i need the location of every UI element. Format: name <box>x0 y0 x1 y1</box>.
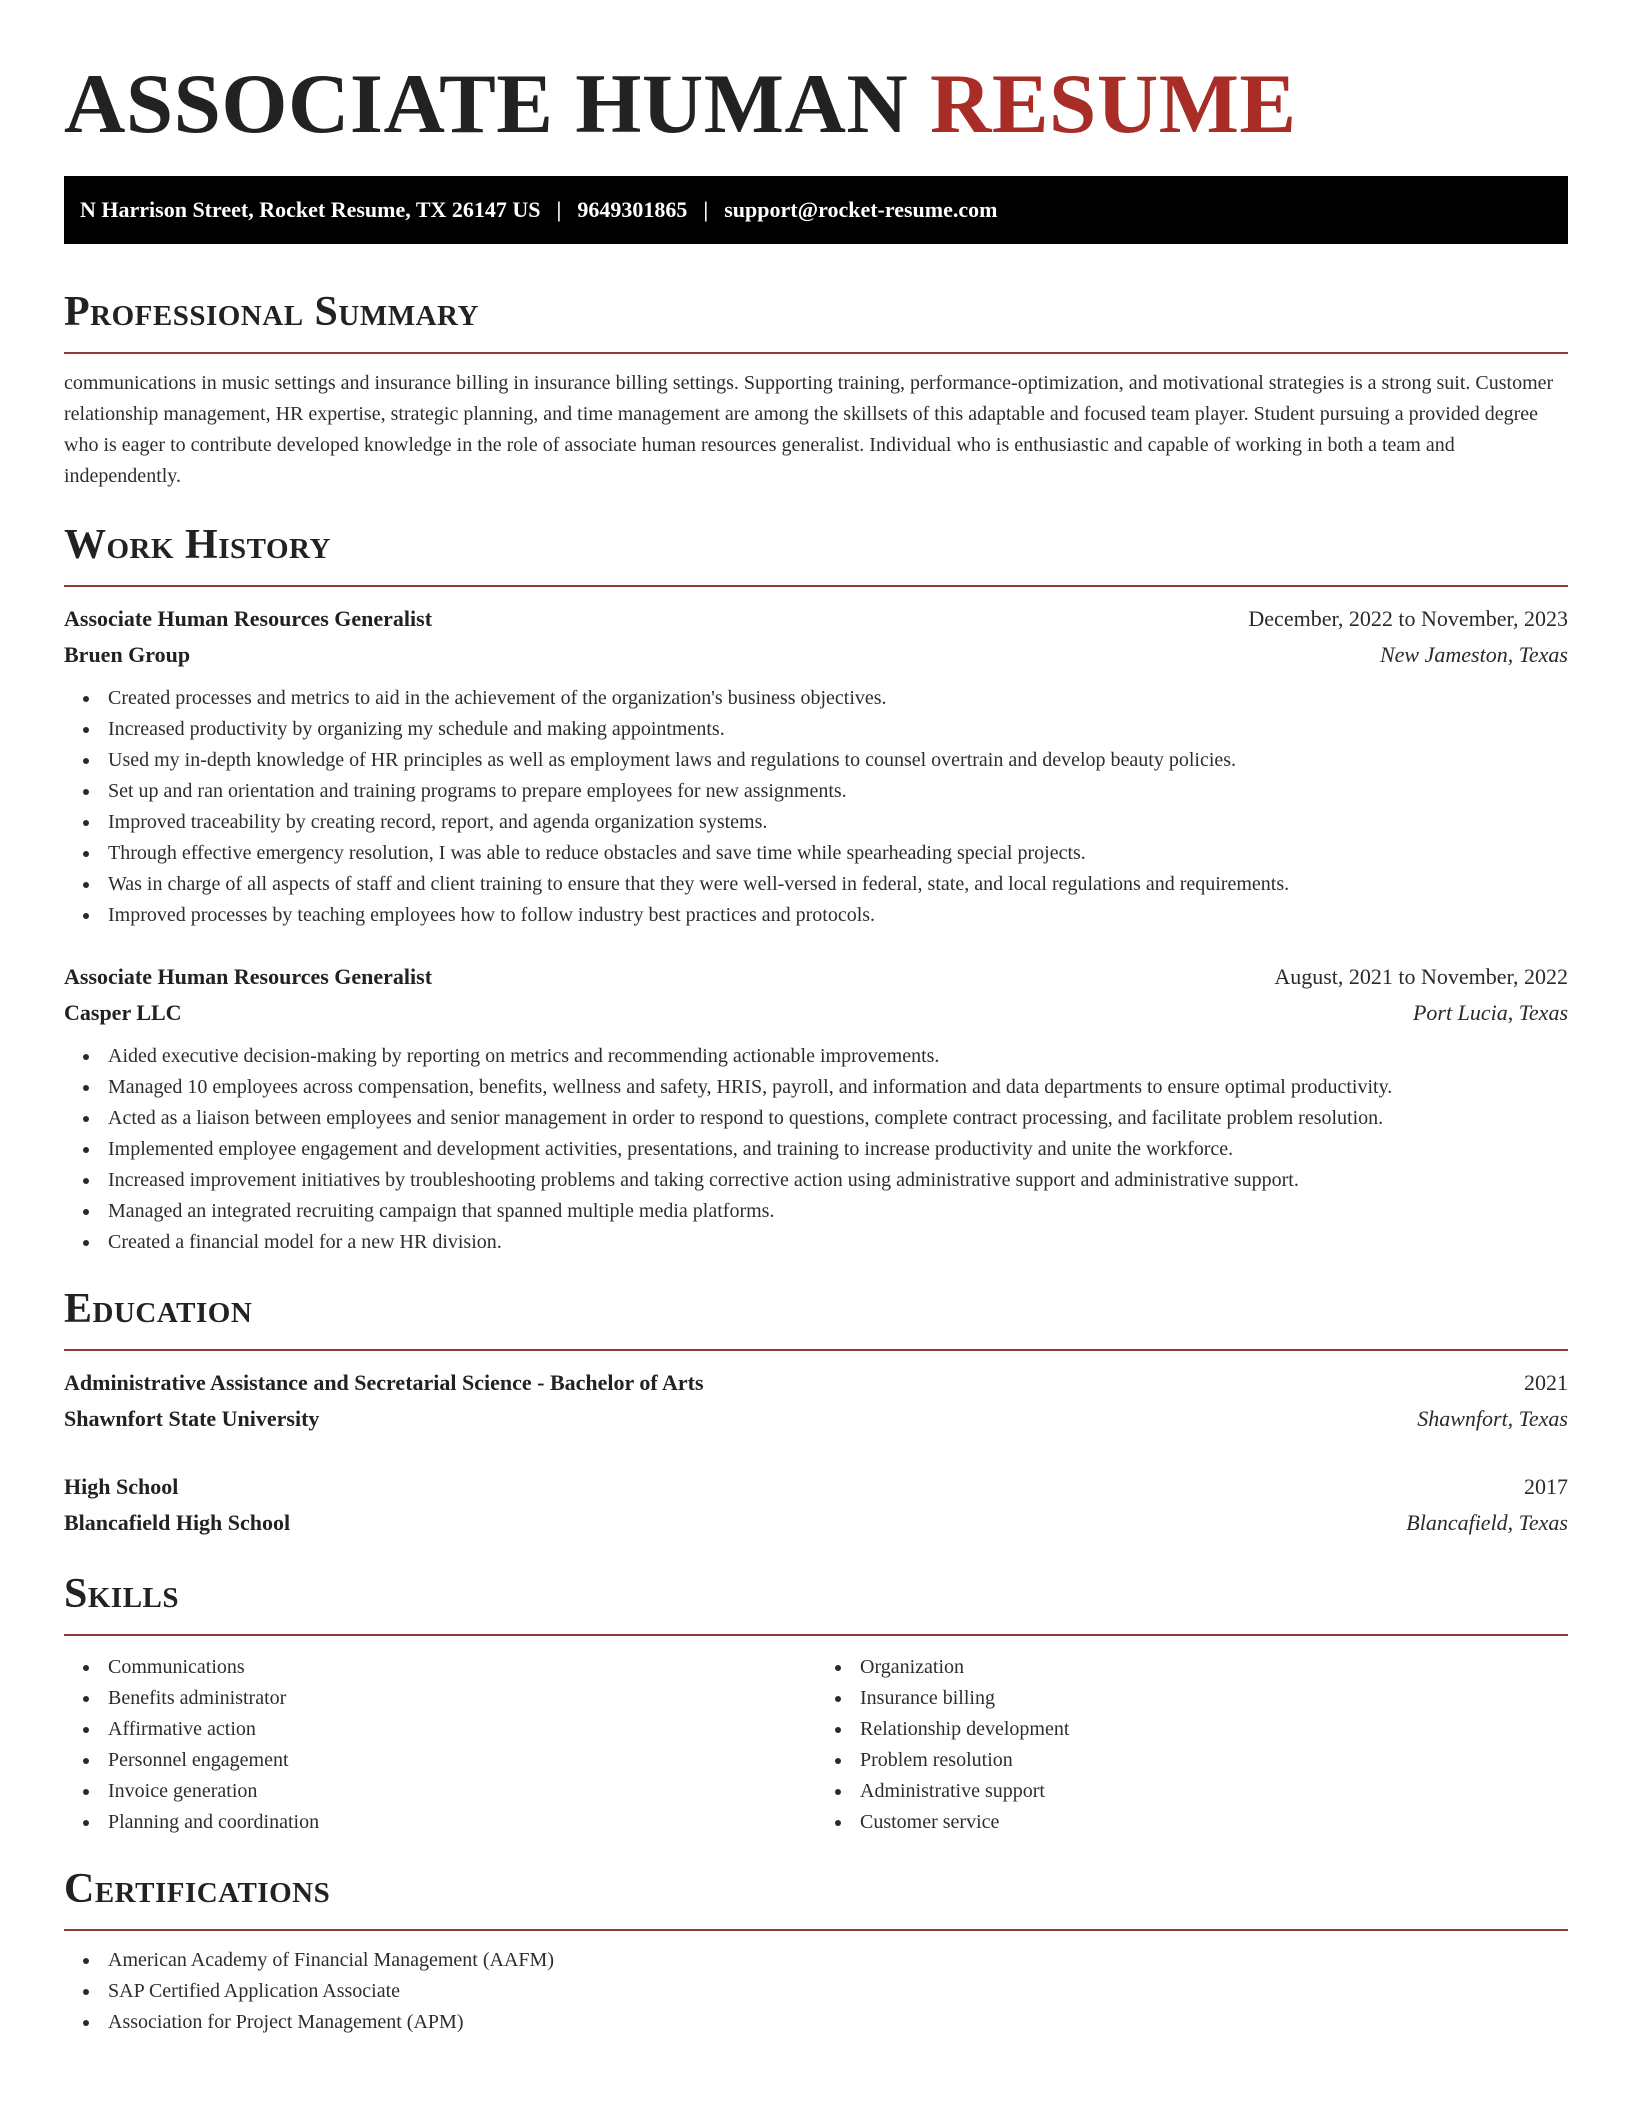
job-entry <box>64 601 1568 931</box>
skill-item: Affirmative action <box>108 1714 816 1745</box>
job-bullet: Created processes and metrics to aid in the achievement of the organization's business objectives. <box>108 683 1568 714</box>
skill-item: Invoice generation <box>108 1776 816 1807</box>
job-bullet: Was in charge of all aspects of staff and client training to ensure that they were well-versed in federal, state, and local regulations and requirements. <box>108 869 1568 900</box>
resume-title-main: ASSOCIATE HUMAN <box>64 57 909 151</box>
education-degree-row <box>64 1365 1568 1401</box>
job-role: Associate Human Resources Generalist <box>64 964 433 989</box>
job-header-row <box>64 959 1568 995</box>
job-bullet: Implemented employee engagement and development activities, presentations, and training to increase productivity and unite the workforce. <box>108 1134 1568 1165</box>
education-degree-row <box>64 1469 1568 1505</box>
skill-item: Planning and coordination <box>108 1807 816 1838</box>
job-bullet: Increased improvement initiatives by troubleshooting problems and taking corrective action using administrative support and administrative support. <box>108 1165 1568 1196</box>
job-bullets <box>64 1041 1568 1258</box>
job-bullet: Created a financial model for a new HR division. <box>108 1227 1568 1258</box>
job-bullet: Acted as a liaison between employees and senior management in order to respond to questions, complete contract processing, and facilitate problem resolution. <box>108 1103 1568 1134</box>
education-location: Blancafield, Texas <box>1406 1510 1568 1535</box>
job-bullet: Used my in-depth knowledge of HR principles as well as employment laws and regulations to counsel overtrain and develop beauty policies. <box>108 745 1568 776</box>
skills-grid <box>64 1650 1568 1838</box>
resume-title <box>64 54 1568 154</box>
skills-list-left <box>64 1652 816 1838</box>
section-divider <box>64 1634 1568 1636</box>
skill-item: Organization <box>860 1652 1568 1683</box>
education-year: 2021 <box>1524 1370 1568 1395</box>
resume-page <box>64 0 1568 2038</box>
education-entry <box>64 1365 1568 1437</box>
summary-section <box>64 287 1568 492</box>
skill-item: Administrative support <box>860 1776 1568 1807</box>
contact-address: N Harrison Street, Rocket Resume, TX 26147 US <box>80 197 541 222</box>
skill-item: Communications <box>108 1652 816 1683</box>
education-section <box>64 1284 1568 1541</box>
job-bullet: Increased productivity by organizing my schedule and making appointments. <box>108 714 1568 745</box>
section-title-skills: Skills <box>64 1571 180 1617</box>
education-degree: Administrative Assistance and Secretarial Science - Bachelor of Arts <box>64 1370 704 1395</box>
summary-text: communications in music settings and insurance billing in insurance billing settings. Supporting training, performance-optimization, and motivational strategies is a strong suit. Customer relationship management, HR expertise, strategic planning, and time management are among the skillsets of this adaptable and focused team player. Student pursuing a provided degree who is eager to contribute developed knowledge in the role of associate human resources generalist. Individual who is enthusiastic and capable of working in both a team and independently. <box>64 372 1554 487</box>
education-entry <box>64 1469 1568 1541</box>
education-degree: High School <box>64 1474 179 1499</box>
certification-item: SAP Certified Application Associate <box>108 1976 1568 2007</box>
skill-item: Insurance billing <box>860 1683 1568 1714</box>
education-school-row <box>64 1401 1568 1437</box>
job-dates: August, 2021 to November, 2022 <box>1274 964 1568 989</box>
job-role: Associate Human Resources Generalist <box>64 606 433 631</box>
skill-item: Problem resolution <box>860 1745 1568 1776</box>
job-bullet: Managed 10 employees across compensation, benefits, wellness and safety, HRIS, payroll, and information and data departments to ensure optimal productivity. <box>108 1072 1568 1103</box>
contact-phone[interactable]: 9649301865 <box>577 197 688 222</box>
certifications-list <box>64 1945 1568 2038</box>
education-school: Blancafield High School <box>64 1510 291 1535</box>
education-school-row <box>64 1505 1568 1541</box>
job-company-row <box>64 995 1568 1031</box>
job-company: Bruen Group <box>64 642 191 667</box>
job-header-row <box>64 601 1568 637</box>
contact-separator: | <box>556 197 562 222</box>
education-location: Shawnfort, Texas <box>1417 1406 1568 1431</box>
section-divider <box>64 352 1568 354</box>
resume-title-accent: RESUME <box>929 57 1297 151</box>
job-bullet: Improved traceability by creating record, report, and agenda organization systems. <box>108 807 1568 838</box>
skill-item: Relationship development <box>860 1714 1568 1745</box>
job-bullet: Managed an integrated recruiting campaign that spanned multiple media platforms. <box>108 1196 1568 1227</box>
contact-bar <box>64 176 1568 244</box>
section-divider <box>64 1349 1568 1351</box>
work-history-section <box>64 520 1568 1258</box>
certification-item: American Academy of Financial Management (AAFM) <box>108 1945 1568 1976</box>
job-location: New Jameston, Texas <box>1379 642 1568 667</box>
education-school: Shawnfort State University <box>64 1406 320 1431</box>
job-bullet: Improved processes by teaching employees how to follow industry best practices and protocols. <box>108 900 1568 931</box>
job-company: Casper LLC <box>64 1000 182 1025</box>
job-location: Port Lucia, Texas <box>1412 1000 1568 1025</box>
job-bullets <box>64 683 1568 931</box>
section-title-summary: Professional Summary <box>64 289 479 335</box>
skill-item: Benefits administrator <box>108 1683 816 1714</box>
job-bullet: Aided executive decision-making by reporting on metrics and recommending actionable improvements. <box>108 1041 1568 1072</box>
section-divider <box>64 585 1568 587</box>
job-dates: December, 2022 to November, 2023 <box>1248 606 1568 631</box>
contact-email[interactable]: support@rocket-resume.com <box>724 197 998 222</box>
skill-item: Personnel engagement <box>108 1745 816 1776</box>
job-bullet: Through effective emergency resolution, I was able to reduce obstacles and save time while spearheading special projects. <box>108 838 1568 869</box>
education-year: 2017 <box>1524 1474 1568 1499</box>
job-bullet: Set up and ran orientation and training programs to prepare employees for new assignments. <box>108 776 1568 807</box>
job-company-row <box>64 637 1568 673</box>
skills-list-right <box>816 1652 1568 1838</box>
skills-section <box>64 1569 1568 1838</box>
certification-item: Association for Project Management (APM) <box>108 2007 1568 2038</box>
section-title-work-history: Work History <box>64 522 331 568</box>
skill-item: Customer service <box>860 1807 1568 1838</box>
certifications-section <box>64 1864 1568 2038</box>
section-title-certifications: Certifications <box>64 1866 331 1912</box>
job-entry <box>64 959 1568 1258</box>
section-title-education: Education <box>64 1286 253 1332</box>
section-divider <box>64 1929 1568 1931</box>
contact-separator: | <box>703 197 709 222</box>
